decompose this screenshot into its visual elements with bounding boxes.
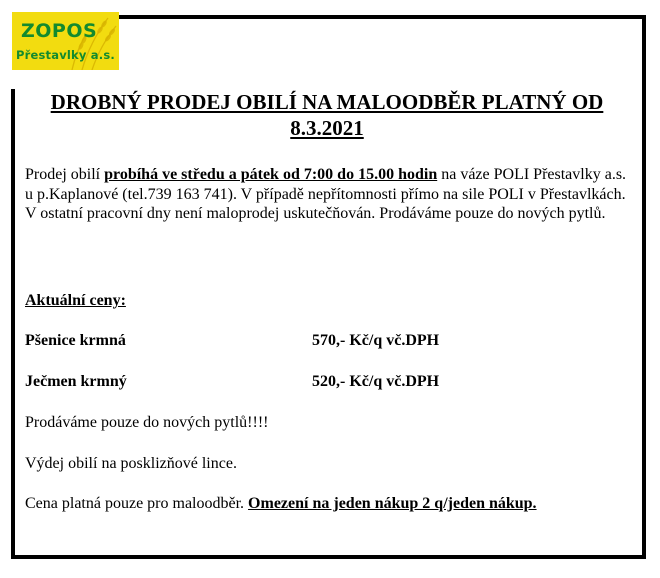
intro-text-start: Prodej obilí: [25, 166, 105, 183]
prices-label: Aktuální ceny:: [25, 292, 126, 309]
retail-note: [25, 495, 537, 513]
dispatch-note: Výdej obilí na posklizňové lince.: [25, 455, 237, 472]
price-row-value: 520,- Kč/q vč.DPH: [312, 373, 440, 390]
intro-paragraph: [25, 165, 635, 224]
retail-note-prefix: Cena platná pouze pro maloodběr.: [25, 495, 249, 512]
company-logo: [12, 12, 119, 70]
frame-border-top: [119, 15, 646, 19]
heading-line-1: DROBNÝ PRODEJ OBILÍ NA MALOODBĚR PLATNÝ OD: [50, 90, 604, 114]
frame-border-right: [642, 15, 646, 559]
bags-note: Prodáváme pouze do nových pytlů!!!!: [25, 414, 269, 431]
logo-subtitle: Přestavlky a.s.: [16, 48, 115, 62]
notice-heading: [18, 89, 636, 141]
purchase-limit: Omezení na jeden nákup 2 q/jeden nákup.: [248, 495, 537, 512]
price-row-crop: Pšenice krmná: [25, 332, 126, 349]
price-row-value: 570,- Kč/q vč.DPH: [312, 332, 440, 349]
frame-border-left: [11, 89, 15, 559]
price-row-crop: Ječmen krmný: [25, 373, 127, 390]
sales-hours: probíhá ve středu a pátek od 7:00 do 15.00 hodin: [104, 166, 438, 183]
intro-text-rest: na váze POLI Přestavlky a.s. u p.Kaplanové (tel.739 163 741). V případě nepřítomnosti přímo na sile POLI v Přestavlkách. V ostatní pracovní dny není maloprodej uskutečňován. Prodáváme pouze do nových pytlů.: [25, 166, 627, 222]
heading-date: 8.3.2021: [290, 116, 364, 140]
logo-name: ZOPOS: [21, 20, 98, 42]
frame-border-bottom: [11, 555, 646, 559]
